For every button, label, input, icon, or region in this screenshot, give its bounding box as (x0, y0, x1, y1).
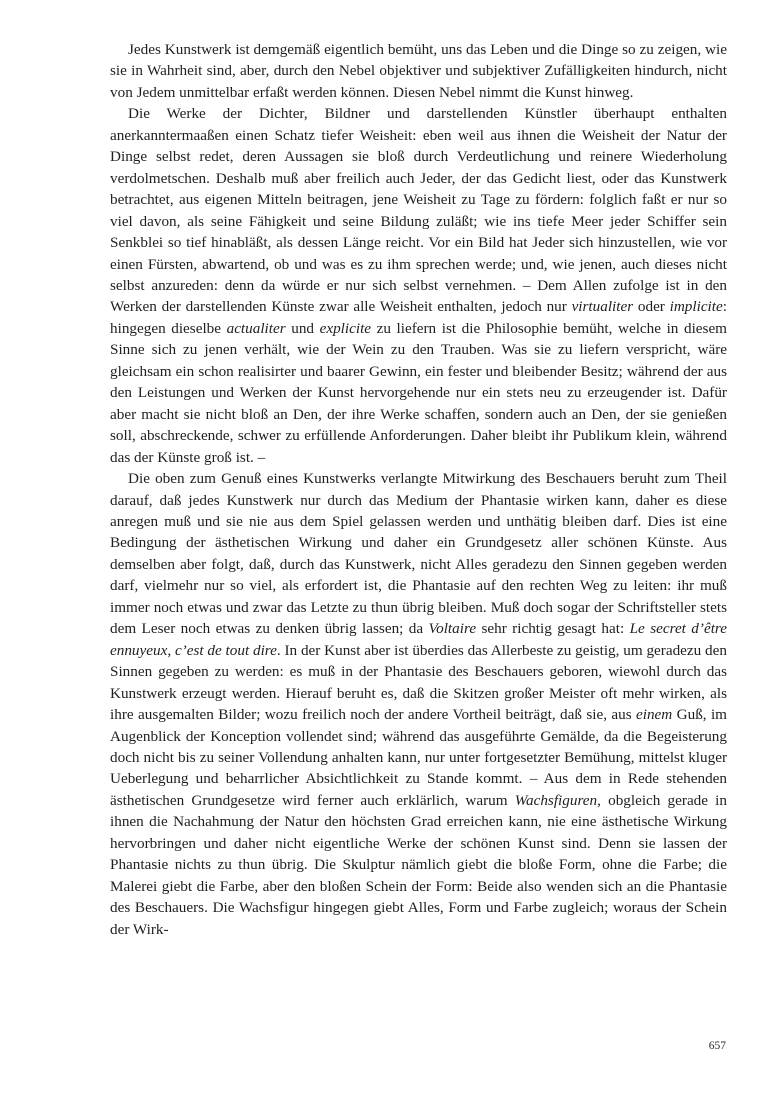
text-run: oder (633, 298, 670, 316)
italic-run: einem (636, 706, 673, 724)
text-run: zu liefern ist die Philosophie bemüht, welche in diesem Sinne sich zu jenen verhält, wie der Wein zu den Trauben. Was sie zu liefern verspricht, wäre gleichsam ein schon realisirter und baarer Gewinn, ein fester und bleibender Besitz; während der aus den Leistungen und Werken der Kunst hervorgehende nur ein stets neu zu erzeugender ist. Dafür aber macht sie nicht bloß an Den, der ihre Werke schaffen, sondern auch an Den, der sie genießen soll, abschreckende, schwer zu erfüllende Anforderungen. Daher bleibt ihr Publikum klein, während das der Künste groß ist. – (110, 319, 727, 466)
body-text (110, 39, 727, 940)
text-run: Die Werke der Dichter, Bildner und darstellenden Künstler überhaupt enthalten anerkanntermaaßen einen Schatz tiefer Weisheit: eben weil aus ihnen die Weisheit der Natur der Dinge selbst redet, deren Aussagen sie bloß durch Verdeutlichung und reinere Wiederholung verdolmetschen. Deshalb muß aber freilich auch Jeder, der das Gedicht liest, oder das Kunstwerk betrachtet, aus eigenen Mitteln beitragen, jene Weisheit zu Tage zu fördern: folglich faßt er nur so viel davon, als seine Fähigkeit und seine Bildung zuläßt; wie ins tiefe Meer jeder Schiffer sein Senkblei so tief hinabläßt, als dessen Länge reicht. Vor ein Bild hat Jeder sich hinzustellen, wie vor einen Fürsten, abwartend, ob und was es zu ihm sprechen werde; und, wie jenen, auch dieses nicht selbst anzureden: denn da würde er nur sich selbst vernehmen. – Dem Allen zufolge ist in den Werken der darstellenden Künste zwar alle Weisheit enthalten, jedoch nur (110, 105, 727, 316)
paragraph (110, 39, 727, 103)
paragraph (110, 103, 727, 468)
text-run: und (285, 319, 320, 337)
page-number: 657 (708, 1040, 726, 1052)
text-run: Guß, im Augenblick der Konception vollendet sind; während das ausgeführte Gemälde, da die Begeisterung doch nicht bis zu seiner Vollendung anhalten kann, nur unter fortgesetzter Bemühung, mittelst kluger Ueberlegung und beharrlicher Absichtlichkeit zu Stande kommt. – Aus dem in Rede stehenden ästhetischen Grundgesetze wird ferner auch erklärlich, warum (110, 706, 727, 809)
text-run: , obgleich gerade in ihnen die Nachahmung der Natur den höchsten Grad erreichen kann, nie eine ästhetische Wirkung hervorbringen und daher nicht eigentliche Werke der schönen Kunst sind. Denn sie lassen der Phantasie nichts zu thun übrig. Die Skulptur nämlich giebt die bloße Form, ohne die Farbe; die Malerei giebt die Farbe, aber den bloßen Schein der Form: Beide also wenden sich an die Phantasie des Beschauers. Die Wachsfigur hingegen giebt Alles, Form und Farbe zugleich; woraus der Schein der Wirk- (110, 791, 727, 938)
italic-run: explicite (319, 319, 372, 337)
paragraph (110, 468, 727, 940)
text-run: Die oben zum Genuß eines Kunstwerks verlangte Mitwirkung des Beschauers beruht zum Theil darauf, daß jedes Kunstwerk nur durch das Medium der Phantasie wirken kann, daher es diese anregen muß und sie nie aus dem Spiel gelassen werden und unthätig bleiben darf. Dies ist eine Bedingung der ästhetischen Wirkung und daher ein Grundgesetz aller schönen Künste. Aus demselben aber folgt, daß, durch das Kunstwerk, nicht Alles geradezu den Sinnen gegeben werden darf, vielmehr nur so viel, als erfordert ist, die Phantasie auf den rechten Weg zu leiten: ihr muß immer noch etwas und zwar das Letzte zu thun übrig bleiben. Muß doch sogar der Schriftsteller stets dem Leser noch etwas zu denken übrig lassen; da (110, 470, 727, 638)
text-run: sehr richtig gesagt hat: (476, 620, 630, 638)
text-run: : hingegen dieselbe (110, 298, 727, 337)
italic-run: Voltaire (428, 620, 477, 638)
italic-run: actualiter (226, 319, 286, 337)
text-run: Jedes Kunstwerk ist demgemäß eigentlich bemüht, uns das Leben und die Dinge so zu zeigen, wie sie in Wahrheit sind, aber, durch den Nebel objektiver und subjektiver Zufälligkeiten hindurch, nicht von Jedem unmittelbar erfaßt werden können. Diesen Nebel nimmt die Kunst hinweg. (110, 41, 727, 101)
italic-run: virtualiter (571, 298, 634, 316)
text-run: . In der Kunst aber ist überdies das Allerbeste zu geistig, um geradezu den Sinnen gegeben zu werden: es muß in der Phantasie des Beschauers geboren, wiewohl durch das Kunstwerk erzeugt werden. Hierauf beruht es, daß die Skitzen großer Meister oft mehr wirken, als ihre ausgemalten Bilder; wozu freilich noch der andere Vortheil beiträgt, daß sie, aus (110, 641, 727, 724)
italic-run: implicite (669, 298, 723, 316)
italic-run: Wachsfiguren (514, 791, 598, 809)
italic-run: Le secret d’être ennuyeux, c’est de tout dire (110, 620, 727, 659)
